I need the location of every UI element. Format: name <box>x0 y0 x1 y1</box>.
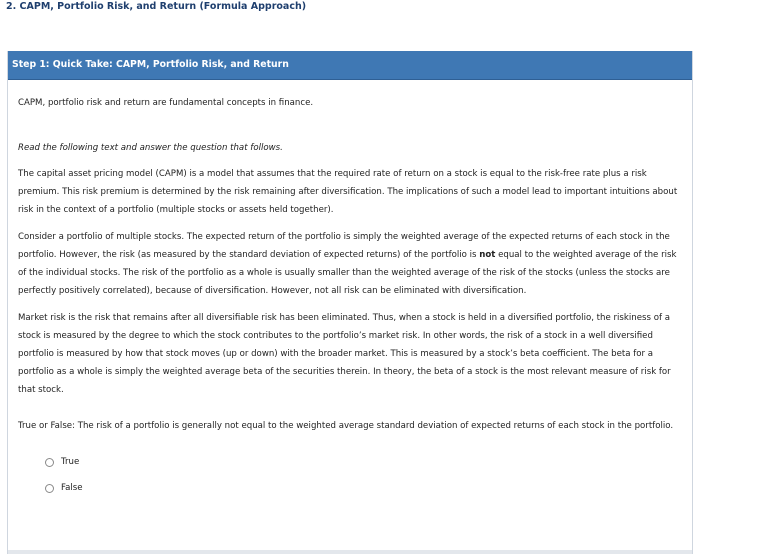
intro-text: CAPM, portfolio risk and return are fundamental concepts in finance. <box>18 98 314 108</box>
instruction-text: Read the following text and answer the question that follows. <box>18 143 283 153</box>
step-panel <box>7 51 693 554</box>
option-false[interactable] <box>45 475 683 501</box>
radio-true[interactable] <box>45 458 54 467</box>
paragraph-capm: The capital asset pricing model (CAPM) is a model that assumes that the required rate of return on a stock is equal to the risk-free rate plus a risk premium. This risk premium is determined by the risk remaining after diversification. The implications of such a model lead to important intuitions about risk in the context of a portfolio (multiple stocks or assets held together). <box>18 169 678 215</box>
question-text: True or False: The risk of a portfolio is generally not equal to the weighted average standard deviation of expected returns of each stock in the portfolio. <box>18 421 674 431</box>
panel-bottom-bar <box>8 550 692 554</box>
paragraph-portfolio-emphasis: not <box>479 250 496 260</box>
option-false-label[interactable]: False <box>61 483 83 493</box>
paragraph-market-risk: Market risk is the risk that remains after all diversifiable risk has been eliminated. Thus, when a stock is held in a diversified portfolio, the riskiness of a stock is measured by the degree to which the stock contributes to the portfolio’s market risk. In other words, the risk of a stock in a well diversified portfolio is measured by how that stock moves (up or down) with the broader market. This is measured by a stock’s beta coefficient. The beta for a portfolio as a whole is simply the weighted average beta of the securities therein. In theory, the beta of a stock is the most relevant measure of risk for that stock. <box>18 313 671 395</box>
paragraph-portfolio-part1: Consider a portfolio of multiple stocks. The expected return of the portfolio is simply the weighted average of the expected returns of each stock in the portfolio. However, the risk (as measured by the standard deviation of expected returns) of the portfolio is <box>18 232 670 260</box>
option-true-label[interactable]: True <box>61 457 80 467</box>
paragraph-portfolio-part2: equal to the weighted average of the risk of the individual stocks. The risk of the portfolio as a whole is usually smaller than the weighted average of the risk of the stocks (unless the stocks are perfectly positively correlated), because of diversification. However, not all risk can be eliminated with diversification. <box>18 250 677 296</box>
page-title: 2. CAPM, Portfolio Risk, and Return (Formula Approach) <box>6 1 307 12</box>
step-body <box>8 94 692 501</box>
step-header: Step 1: Quick Take: CAPM, Portfolio Risk, and Return <box>8 51 692 80</box>
answer-options <box>45 449 683 501</box>
paragraph-portfolio <box>18 228 683 300</box>
option-true[interactable] <box>45 449 683 475</box>
radio-false[interactable] <box>45 484 54 493</box>
